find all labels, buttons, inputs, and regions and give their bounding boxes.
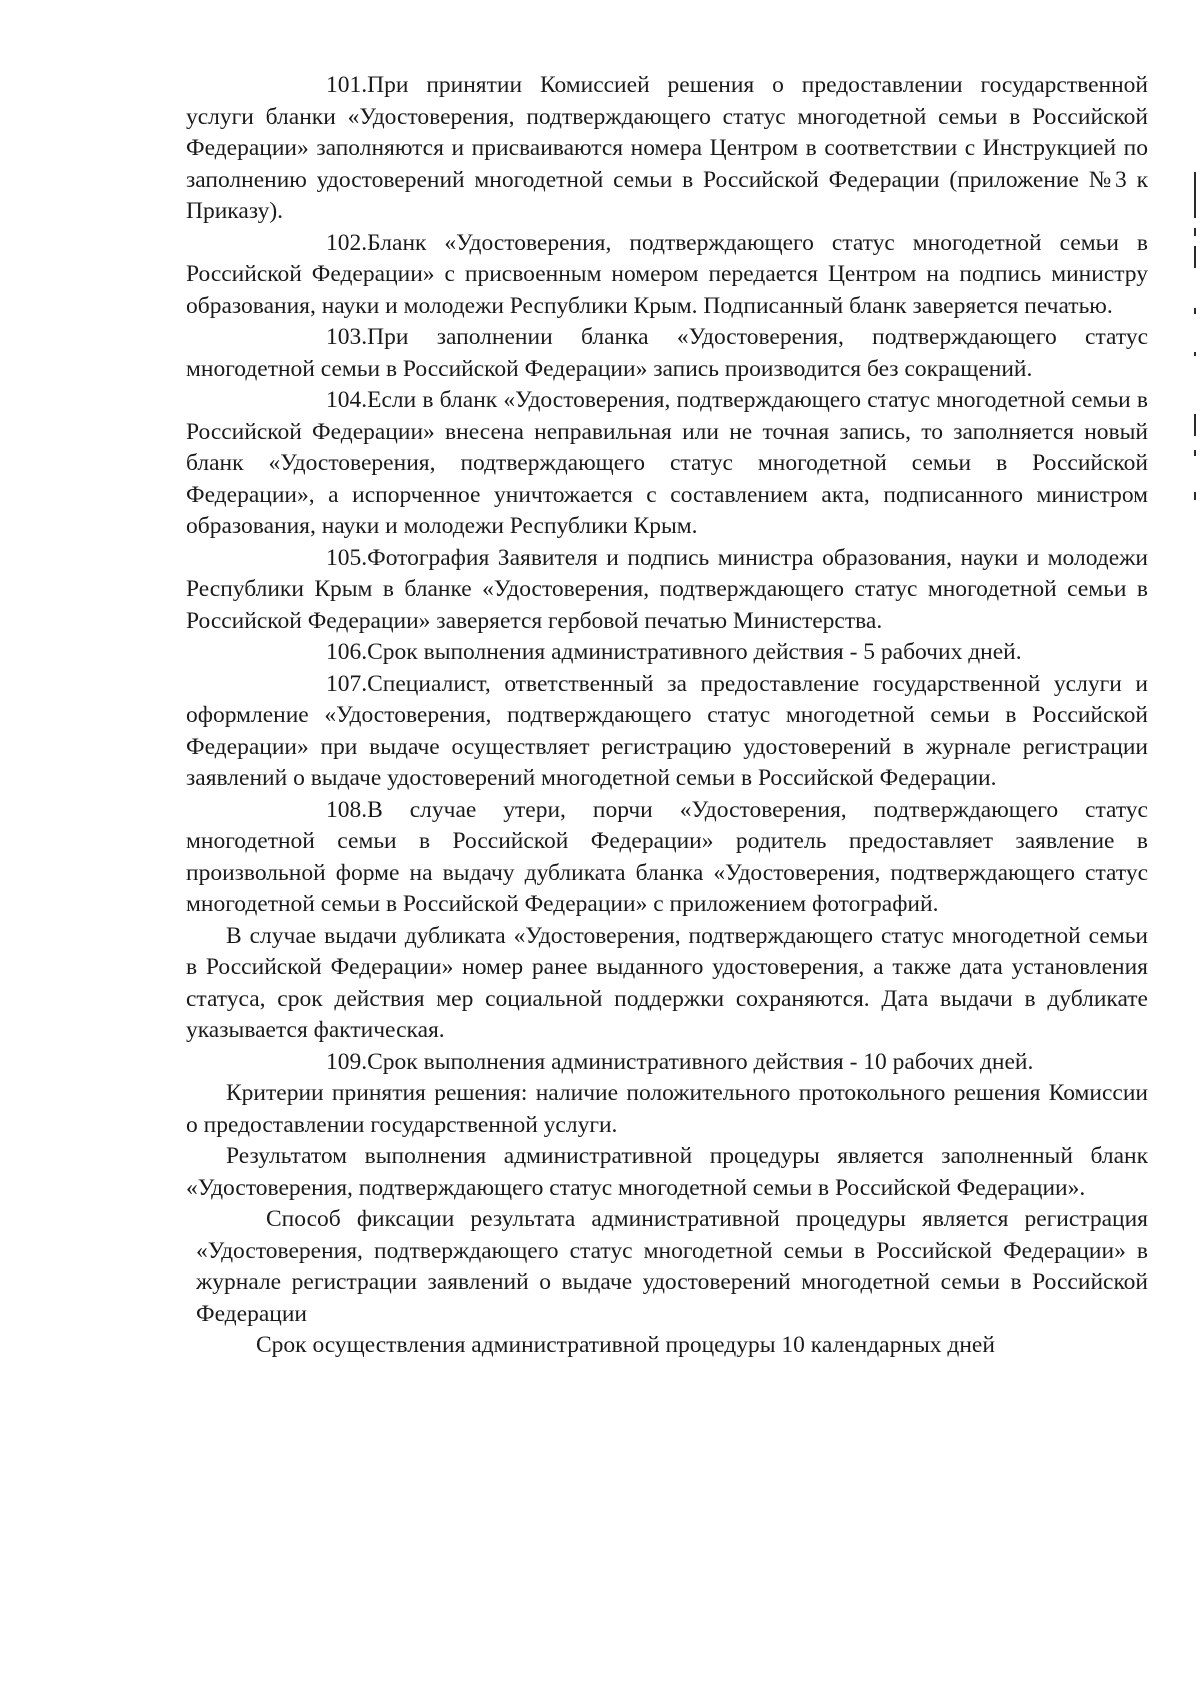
paragraph-text: В случае выдачи дубликата «Удостоверения, подтверждающего статус многодетной семьи в Российской Федерации» номер ранее выданного удостоверения, а также дата установления статуса, срок действия мер социальной поддержки сохраняются. Дата выдачи в дубликате указывается фактическая. [186,922,1148,1043]
paragraph-text: Способ фиксации результата административной процедуры является регистрация «Удостоверения, подтверждающего статус многодетной семьи в Российской Федерации» в журнале регистрации заявлений о выдаче удостоверений многодетной семьи в Российской Федерации [196,1206,1148,1327]
paragraph-text: При принятии Комиссией решения о предоставлении государственной услуги бланки «Удостоверения, подтверждающего статус многодетной семьи в Российской Федерации» заполняются и присваиваются номера Центром в соответствии с Инструкцией по заполнению удостоверений многодетной семьи в Российской Федерации (приложение №3 к Приказу). [186,72,1148,224]
scan-artifact [1194,492,1196,500]
paragraph-text: Результатом выполнения административной процедуры является заполненный бланк «Удостоверения, подтверждающего статус многодетной семьи в Российской Федерации». [186,1143,1148,1201]
scan-artifact [1194,352,1196,356]
paragraph-number: 102. [326,229,368,256]
paragraph-text: Специалист, ответственный за предоставление государственной услуги и оформление «Удостоверения, подтверждающего статус многодетной семьи в Российской Федерации» при выдаче осуществляет регистрацию удостоверений в журнале регистрации заявлений о выдаче удостоверений многодетной семьи в Российской Федерации. [186,670,1148,791]
paragraph-criteria [186,1078,1148,1141]
paragraph-text: Фотография Заявителя и подпись министра образования, науки и молодежи Республики Крым в бланке «Удостоверения, подтверждающего статус многодетной семьи в Российской Федерации» заверяется гербовой печатью Министерства. [186,544,1148,634]
paragraph-104 [186,385,1148,543]
scan-artifact [1194,172,1196,218]
paragraph-number: 106. [326,639,368,665]
paragraph-text: Бланк «Удостоверения, подтверждающего статус многодетной семьи в Российской Федерации» с присвоенным номером передается Центром на подпись министру образования, науки и молодежи Республики Крым. Подписанный бланк заверяется печатью. [186,229,1148,319]
scan-artifact [1194,414,1196,436]
paragraph-number: 107. [326,670,368,697]
paragraph-procedure-term [186,1330,1148,1362]
paragraph-108 [186,795,1148,921]
paragraph-number: 101. [326,72,368,98]
paragraph-101 [186,70,1148,228]
paragraph-102 [186,228,1148,323]
paragraph-number: 103. [326,324,368,350]
scan-artifact [1194,228,1196,236]
paragraph-result [186,1141,1148,1204]
paragraph-number: 104. [326,387,368,413]
paragraph-duplicate [186,921,1148,1047]
paragraph-number: 108. [326,796,368,823]
paragraph-106 [186,637,1148,669]
paragraph-fixation-method [196,1204,1148,1330]
paragraph-103 [186,322,1148,385]
paragraph-text: Срок выполнения административного действия - 10 рабочих дней. [367,1048,1034,1075]
paragraph-number: 109. [326,1048,368,1075]
scan-artifact [1194,450,1196,456]
paragraph-text: Критерии принятия решения: наличие положительного протокольного решения Комиссии о предоставлении государственной услуги. [186,1080,1148,1138]
paragraph-text: Срок осуществления административной процедуры 10 календарных дней [256,1332,995,1358]
paragraph-text: Если в бланк «Удостоверения, подтверждающего статус многодетной семьи в Российской Федерации» внесена неправильная или не точная запись, то заполняется новый бланк «Удостоверения, подтверждающего статус многодетной семьи в Российской Федерации», а испорченное уничтожается с составлением акта, подписанного министром образования, науки и молодежи Республики Крым. [186,387,1148,539]
paragraph-text: Срок выполнения административного действия - 5 рабочих дней. [367,639,1022,665]
document-body [186,70,1148,1362]
paragraph-109 [186,1047,1148,1079]
paragraph-105 [186,543,1148,638]
paragraph-text: В случае утери, порчи «Удостоверения, подтверждающего статус многодетной семьи в Российской Федерации» родитель предоставляет заявление в произвольной форме на выдачу дубликата бланка «Удостоверения, подтверждающего статус многодетной семьи в Российской Федерации» с приложением фотографий. [186,796,1148,917]
paragraph-text: При заполнении бланка «Удостоверения, подтверждающего статус многодетной семьи в Российской Федерации» запись производится без сокращений. [186,324,1148,382]
scan-artifact [1194,246,1196,268]
paragraph-107 [186,669,1148,795]
scan-artifact [1194,308,1196,314]
paragraph-number: 105. [326,544,368,571]
